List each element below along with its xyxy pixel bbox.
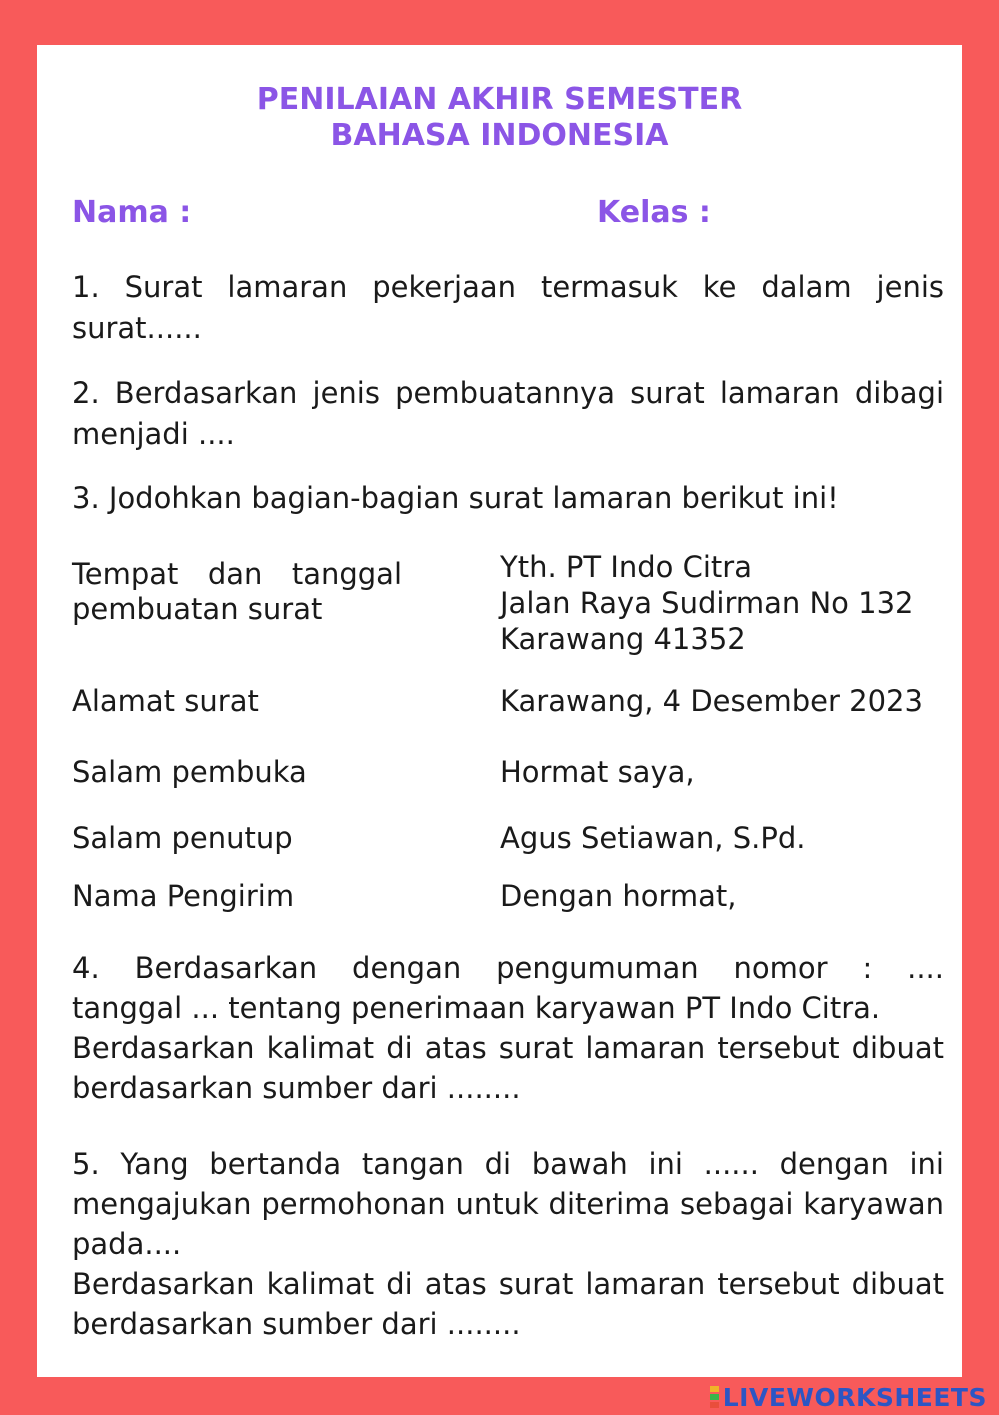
liveworksheets-logo: [710, 1383, 987, 1411]
match-right-5: Dengan hormat,: [500, 879, 737, 913]
nama-label: Nama :: [72, 195, 192, 230]
match-right-2: Karawang, 4 Desember 2023: [500, 684, 923, 718]
question-2: 2. Berdasarkan jenis pembuatannya surat lamaran dibagi menjadi ....: [72, 376, 944, 451]
liveworksheets-icon: [710, 1385, 719, 1409]
question-5-line-1: 5. Yang bertanda tangan di bawah ini ...... dengan ini mengajukan permohonan untuk diterima sebagai karyawan pada....: [72, 1147, 944, 1261]
question-4-line-3: Berdasarkan kalimat di atas surat lamaran tersebut dibuat berdasarkan sumber dari ........: [72, 1031, 944, 1105]
question-5-line-2: Berdasarkan kalimat di atas surat lamaran tersebut dibuat berdasarkan sumber dari ........: [72, 1267, 944, 1341]
match-left-2: Alamat surat: [72, 684, 259, 718]
liveworksheets-text: LIVEWORKSHEETS: [722, 1382, 987, 1412]
worksheet-sheet: [37, 45, 962, 1377]
match-left-5: Nama Pengirim: [72, 879, 295, 913]
question-4-line-1: 4. Berdasarkan dengan pengumuman nomor : ....: [72, 951, 944, 985]
match-left-4: Salam penutup: [72, 821, 293, 855]
question-3: 3. Jodohkan bagian-bagian surat lamaran berikut ini!: [72, 481, 839, 515]
title-line-1: PENILAIAN AKHIR SEMESTER: [256, 82, 743, 117]
match-left-1: Tempat dan tanggal pembuatan surat: [72, 557, 402, 626]
match-right-3: Hormat saya,: [500, 755, 695, 789]
kelas-label: Kelas :: [597, 195, 711, 230]
match-right-4: Agus Setiawan, S.Pd.: [500, 821, 806, 855]
match-left-3: Salam pembuka: [72, 755, 307, 789]
match-right-1: Yth. PT Indo Citra Jalan Raya Sudirman No 132 Karawang 41352: [500, 550, 914, 656]
question-4-line-2: tanggal ... tentang penerimaan karyawan PT Indo Citra.: [72, 991, 881, 1025]
title-line-2: BAHASA INDONESIA: [330, 118, 669, 153]
question-1: 1. Surat lamaran pekerjaan termasuk ke dalam jenis surat......: [72, 270, 944, 345]
